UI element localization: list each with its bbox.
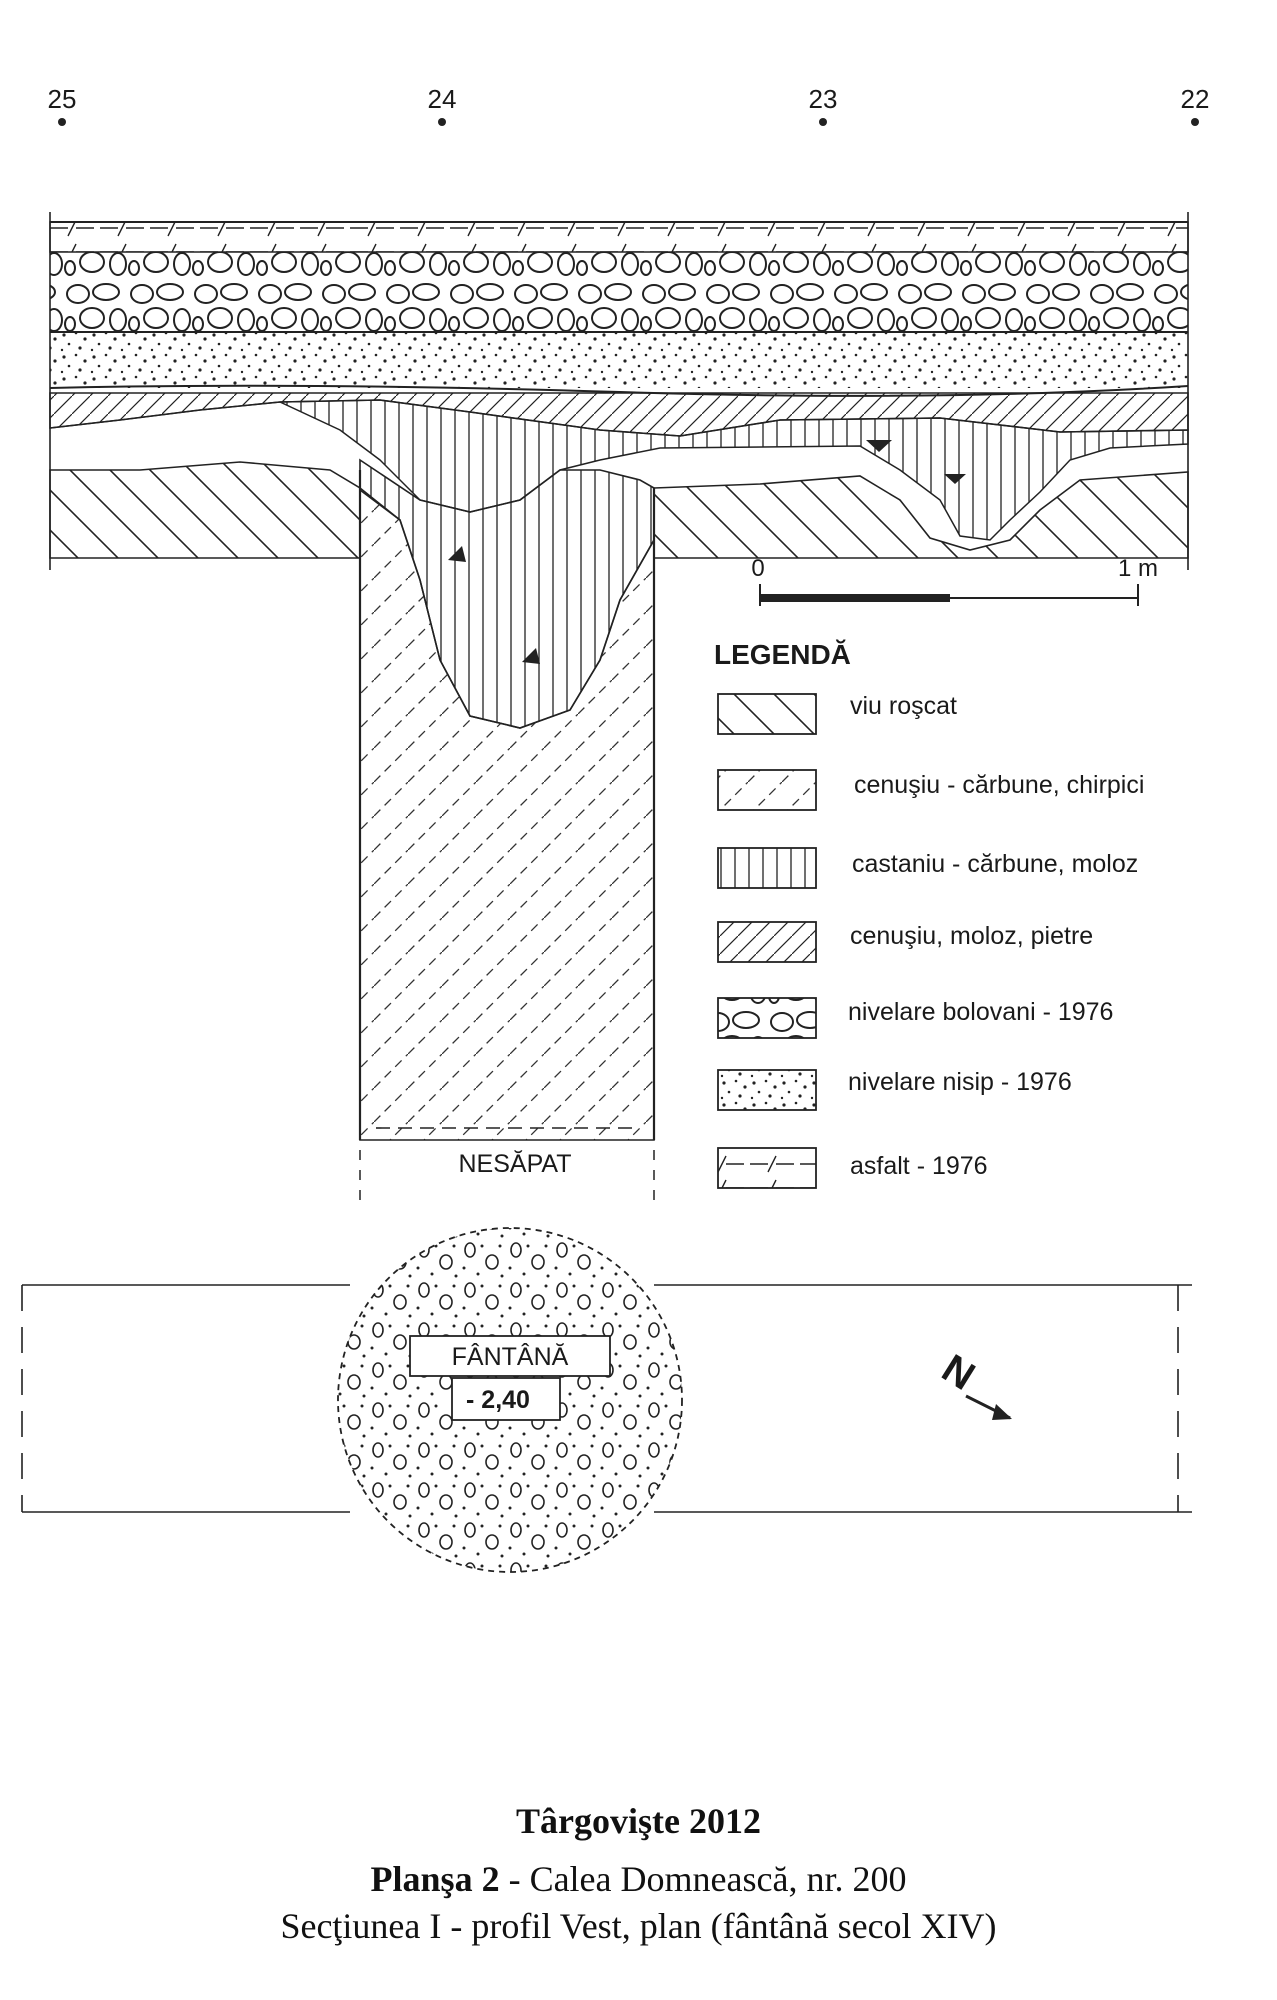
- legend-label: cenuşiu - cărbune, chirpici: [854, 771, 1145, 799]
- legend-swatch: [718, 1070, 816, 1110]
- caption-plate: [0, 1858, 1277, 1900]
- station-point: [1191, 118, 1199, 126]
- station-label: 25: [47, 84, 77, 114]
- legend-swatch: [718, 922, 816, 962]
- scale-start-label: 0: [751, 555, 765, 582]
- station-markers: [48, 84, 1210, 126]
- layer-boulders: [50, 252, 1188, 332]
- scale-bar: [751, 555, 1158, 606]
- legend-label: viu roşcat: [850, 692, 957, 720]
- legend-swatch: [718, 694, 816, 734]
- well-label: FÂNTÂNĂ: [451, 1343, 569, 1371]
- caption-plate-location: - Calea Domnească, nr. 200: [499, 1859, 907, 1899]
- well-depth-label: - 2,40: [466, 1386, 530, 1414]
- legend-title: LEGENDĂ: [714, 639, 851, 670]
- unexcavated-area: [360, 1149, 654, 1210]
- station-label: 24: [427, 84, 457, 114]
- legend-label: nivelare bolovani - 1976: [848, 998, 1114, 1026]
- legend-label: cenuşiu, moloz, pietre: [850, 922, 1094, 950]
- scale-end-label: 1 m: [1117, 555, 1159, 582]
- legend-label: asfalt - 1976: [850, 1152, 988, 1180]
- legend-swatch: [718, 848, 816, 888]
- station-point: [819, 118, 827, 126]
- legend-label: castaniu - cărbune, moloz: [852, 850, 1139, 878]
- station-point: [438, 118, 446, 126]
- caption-plate-number: Planşa 2: [370, 1859, 500, 1899]
- plan-view: [22, 1228, 1192, 1572]
- layer-sand: [50, 332, 1188, 388]
- station-point: [58, 118, 66, 126]
- layer-asphalt: [50, 222, 1188, 252]
- north-letter: N: [934, 1346, 983, 1399]
- north-arrow-icon: [934, 1346, 1012, 1420]
- caption-title: Târgovişte 2012: [516, 1801, 761, 1841]
- caption-section: Secţiunea I - profil Vest, plan (fântână secol XIV): [280, 1906, 997, 1946]
- legend-label: nivelare nisip - 1976: [848, 1068, 1072, 1096]
- station-label: 22: [1180, 84, 1210, 114]
- station-label: 23: [808, 84, 838, 114]
- legend: [714, 639, 1144, 1188]
- layer-red-virgin-soil-left: [50, 462, 360, 558]
- unexcavated-label: NESĂPAT: [458, 1150, 572, 1178]
- legend-swatch: [718, 770, 816, 810]
- legend-swatch: [718, 1148, 816, 1188]
- legend-swatch: [718, 998, 816, 1038]
